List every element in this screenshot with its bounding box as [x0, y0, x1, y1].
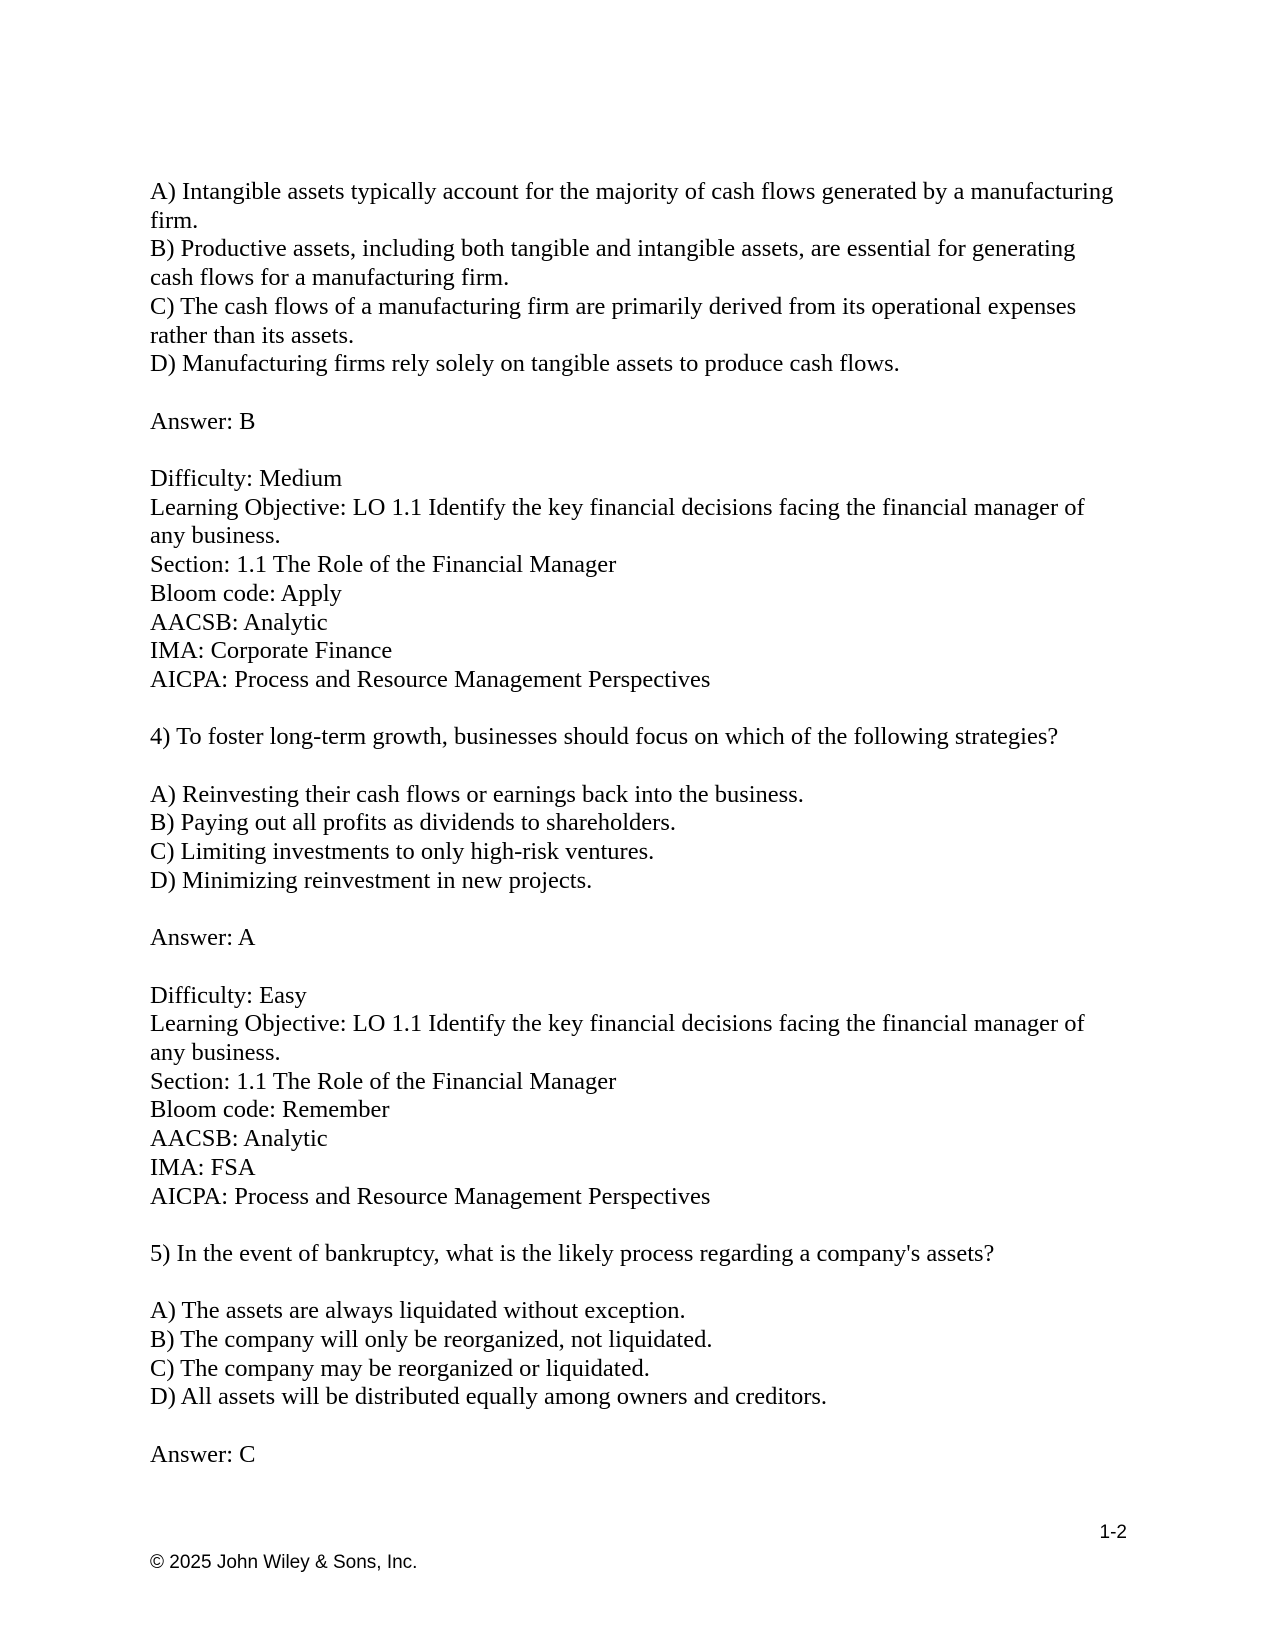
q3-section: Section: 1.1 The Role of the Financial Manager: [150, 551, 617, 579]
q4-learning-objective-line1: Learning Objective: LO 1.1 Identify the key financial decisions facing the financial manager of: [150, 1010, 1085, 1038]
q3-option-d: D) Manufacturing firms rely solely on tangible assets to produce cash flows.: [150, 350, 900, 378]
q4-question: 4) To foster long-term growth, businesses should focus on which of the following strategies?: [150, 723, 1059, 751]
q5-option-c: C) The company may be reorganized or liquidated.: [150, 1354, 650, 1382]
q4-learning-objective-line2: any business.: [150, 1039, 281, 1066]
q3-ima: IMA: Corporate Finance: [150, 637, 393, 665]
q4-option-c: C) Limiting investments to only high-risk ventures.: [150, 838, 655, 866]
q4-aicpa: AICPA: Process and Resource Management Perspectives: [150, 1182, 711, 1210]
q5-option-b: B) The company will only be reorganized, not liquidated.: [150, 1326, 713, 1353]
q3-learning-objective-line1: Learning Objective: LO 1.1 Identify the key financial decisions facing the financial manager of: [150, 493, 1085, 521]
q4-option-b: B) Paying out all profits as dividends to shareholders.: [150, 809, 676, 837]
q5-question: 5) In the event of bankruptcy, what is the likely process regarding a company's assets?: [150, 1239, 995, 1267]
q5-option-d: D) All assets will be distributed equally among owners and creditors.: [150, 1383, 828, 1411]
q5-answer: Answer: C: [150, 1440, 256, 1468]
q3-bloom-code: Bloom code: Apply: [150, 579, 342, 607]
document-body: [150, 178, 1140, 1470]
q4-answer: Answer: A: [150, 924, 256, 952]
q3-learning-objective-line2: any business.: [150, 522, 281, 550]
q4-difficulty: Difficulty: Easy: [150, 981, 307, 1009]
q3-option-b-line2: cash flows for a manufacturing firm.: [150, 264, 510, 292]
q3-option-a-line2: firm.: [150, 206, 199, 234]
q4-aacsb: AACSB: Analytic: [150, 1125, 328, 1153]
q3-aicpa: AICPA: Process and Resource Management Perspectives: [150, 665, 711, 693]
q3-option-c-line2: rather than its assets.: [150, 321, 355, 349]
q3-aacsb: AACSB: Analytic: [150, 608, 328, 636]
q4-option-a: A) Reinvesting their cash flows or earnings back into the business.: [150, 780, 804, 808]
q4-ima: IMA: FSA: [150, 1153, 256, 1181]
q3-option-b-line1: B) Productive assets, including both tangible and intangible assets, are essential for generating: [150, 235, 1076, 263]
q4-bloom-code: Bloom code: Remember: [150, 1096, 390, 1124]
q3-option-c-line1: C) The cash flows of a manufacturing firm are primarily derived from its operational expenses: [150, 292, 1077, 320]
q5-option-a: A) The assets are always liquidated without exception.: [150, 1297, 686, 1325]
q3-option-a-line1: A) Intangible assets typically account for the majority of cash flows generated by a manufacturing: [150, 178, 1114, 205]
q3-difficulty: Difficulty: Medium: [150, 465, 343, 492]
page-number: 1-2: [1099, 1522, 1127, 1543]
q4-section: Section: 1.1 The Role of the Financial Manager: [150, 1067, 617, 1095]
copyright-notice: © 2025 John Wiley & Sons, Inc.: [150, 1552, 418, 1573]
q3-answer: Answer: B: [150, 407, 256, 435]
q4-option-d: D) Minimizing reinvestment in new projects.: [150, 866, 593, 894]
